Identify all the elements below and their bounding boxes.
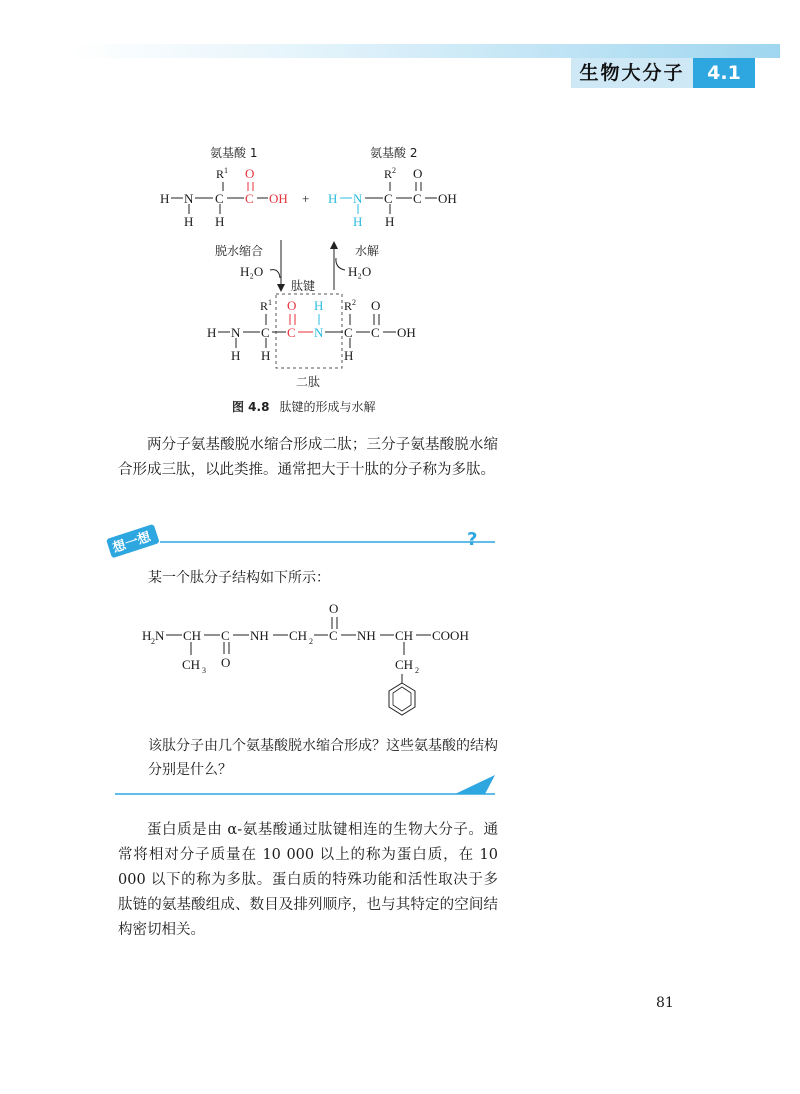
svg-text:H: H xyxy=(184,214,194,229)
section-number: 4.1 xyxy=(693,58,755,88)
peptide-bond-diagram xyxy=(0,0,800,400)
svg-text:C: C xyxy=(371,325,380,340)
amino-acid-1-label: 氨基酸 1 xyxy=(210,146,258,160)
think-badge xyxy=(106,524,160,558)
svg-text:C: C xyxy=(413,191,422,206)
svg-text:CH: CH xyxy=(395,628,414,643)
think-question: 该肽分子由几个氨基酸脱水缩合形成？这些氨基酸的结构分别是什么？ xyxy=(148,738,498,778)
svg-text:C: C xyxy=(329,628,338,643)
svg-text:1: 1 xyxy=(268,298,272,307)
svg-text:N: N xyxy=(231,325,241,340)
svg-text:R: R xyxy=(344,299,353,313)
svg-text:C: C xyxy=(245,191,254,206)
chapter-title: 生物大分子 xyxy=(571,58,693,88)
page-number: 81 xyxy=(656,995,674,1011)
svg-text:H: H xyxy=(261,348,271,363)
svg-text:H: H xyxy=(385,214,395,229)
svg-text:OH: OH xyxy=(397,325,416,340)
svg-text:OH: OH xyxy=(269,191,288,206)
svg-text:+: + xyxy=(302,191,310,206)
svg-text:R: R xyxy=(384,167,393,181)
svg-text:H: H xyxy=(160,191,170,206)
water-out: H₂O xyxy=(240,264,264,279)
svg-text:C: C xyxy=(344,325,353,340)
svg-text:2: 2 xyxy=(415,666,419,675)
svg-text:O: O xyxy=(287,298,297,313)
peptide-bond-label: 肽键 xyxy=(291,279,316,293)
dipeptide-structure xyxy=(207,294,416,368)
svg-text:CH: CH xyxy=(182,657,201,672)
svg-text:O: O xyxy=(329,601,339,616)
svg-text:NH: NH xyxy=(357,628,376,643)
svg-text:N: N xyxy=(353,191,363,206)
svg-text:N: N xyxy=(184,191,194,206)
svg-text:C: C xyxy=(261,325,270,340)
svg-text:H: H xyxy=(353,214,363,229)
svg-text:R: R xyxy=(260,299,269,313)
amino-acid-1-structure xyxy=(160,166,288,229)
figure-number: 图 4.8 xyxy=(232,400,270,414)
svg-text:2: 2 xyxy=(352,298,356,307)
svg-text:COOH: COOH xyxy=(432,628,469,643)
svg-text:C: C xyxy=(221,628,230,643)
think-badge-label: 想一想 xyxy=(111,529,153,557)
think-intro: 某一个肽分子结构如下所示： xyxy=(148,570,330,586)
svg-text:2: 2 xyxy=(392,166,396,175)
svg-text:1: 1 xyxy=(224,166,228,175)
svg-text:R: R xyxy=(216,167,225,181)
svg-text:H: H xyxy=(215,214,225,229)
peptide-bond-box xyxy=(276,294,342,368)
svg-text:H: H xyxy=(314,298,324,313)
tripeptide-structure xyxy=(130,595,490,725)
svg-text:H: H xyxy=(231,348,241,363)
paragraph-protein: 蛋白质是由 α-氨基酸通过肽键相连的生物大分子。通常将相对分子质量在 10 000 以上的称为蛋白质，在 10 000 以下的称为多肽。蛋白质的特殊功能和活性取决于多肽链的氨基酸组成、数目及排列顺序，也与其特定的空间结构密切相关。 xyxy=(118,822,498,938)
question-mark-icon: ? xyxy=(467,529,478,550)
svg-text:C: C xyxy=(215,191,224,206)
svg-text:C: C xyxy=(384,191,393,206)
paragraph-dipeptide: 两分子氨基酸脱水缩合形成二肽；三分子氨基酸脱水缩合形成三肽，以此类推。通常把大于十肽的分子称为多肽。 xyxy=(118,437,498,478)
svg-text:C: C xyxy=(287,325,296,340)
svg-text:OH: OH xyxy=(438,191,457,206)
figure-caption xyxy=(232,398,375,415)
svg-text:H: H xyxy=(328,191,338,206)
svg-text:N: N xyxy=(155,628,165,643)
svg-text:2: 2 xyxy=(151,637,155,646)
svg-text:CH: CH xyxy=(395,657,414,672)
figure-title: 肽键的形成与水解 xyxy=(279,400,376,414)
svg-text:3: 3 xyxy=(202,666,206,675)
svg-text:H: H xyxy=(207,325,217,340)
svg-text:CH: CH xyxy=(183,628,202,643)
svg-text:2: 2 xyxy=(309,637,313,646)
svg-text:O: O xyxy=(221,655,231,670)
svg-text:H: H xyxy=(344,348,354,363)
svg-text:H: H xyxy=(142,628,152,643)
condensation-label: 脱水缩合 xyxy=(215,244,264,258)
amino-acid-2-label: 氨基酸 2 xyxy=(370,146,418,160)
svg-text:O: O xyxy=(371,298,381,313)
svg-text:NH: NH xyxy=(250,628,269,643)
svg-text:CH: CH xyxy=(289,628,308,643)
svg-text:O: O xyxy=(413,166,423,181)
svg-text:N: N xyxy=(314,325,324,340)
amino-acid-2-structure xyxy=(328,166,457,229)
water-in: H₂O xyxy=(348,264,372,279)
hydrolysis-label: 水解 xyxy=(355,244,380,258)
svg-text:O: O xyxy=(245,166,255,181)
dipeptide-label: 二肽 xyxy=(296,375,321,389)
